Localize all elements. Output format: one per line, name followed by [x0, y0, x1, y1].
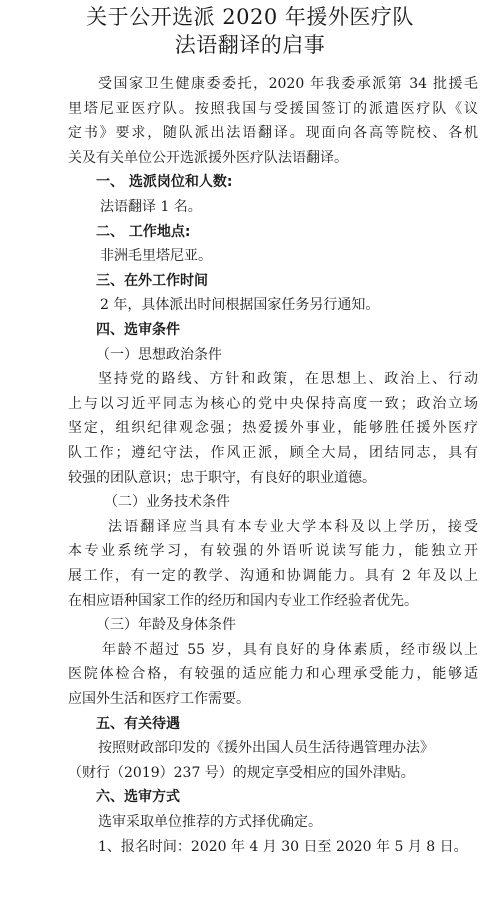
- body-line: 医院体检合格，有较强的适应能力和心理承受能力，能够适: [68, 666, 478, 683]
- body-line: 上与以习近平同志为核心的党中央保持高度一致；政治立场: [68, 395, 478, 412]
- intro-line: 定书》要求，随队派出法语翻译。现面向各高等院校、各机: [68, 125, 478, 142]
- body-line: 较强的团队意识；忠于职守，有良好的职业道德。: [68, 469, 376, 486]
- intro-line: 里塔尼亚医疗队。按照我国与受援国签订的派遣医疗队《议: [68, 100, 478, 117]
- subsection-title: （三）年龄及身体条件: [96, 617, 236, 634]
- intro-line: 受国家卫生健康委委托，2020 年我委承派第 34 批援毛: [98, 76, 478, 92]
- document-title-line2: 法语翻译的启事: [174, 33, 326, 57]
- subsection-title: （一）思想政治条件: [96, 346, 222, 363]
- body-line: 在相应语种国家工作的经历和国内专业工作经验者优先。: [68, 592, 418, 609]
- section-body-line: 非洲毛里塔尼亚。: [100, 248, 212, 265]
- section-heading: 四、选审条件: [96, 322, 180, 338]
- section-body-line: 2 年，具体派出时间根据国家任务另行通知。: [100, 297, 380, 314]
- section-body-line: 1、报名时间：2020 年 4 月 30 日至 2020 年 5 月 8 日。: [98, 838, 468, 855]
- document-title-line1: 关于公开选派 2020 年援外医疗队: [86, 5, 414, 29]
- section-heading: 三、在外工作时间: [96, 272, 208, 289]
- section-heading: 二、 工作地点:: [96, 223, 191, 240]
- body-line: 应国外生活和医疗工作需要。: [68, 691, 250, 707]
- section-heading: 一、 选派岗位和人数:: [96, 174, 233, 191]
- body-line: 法语翻译应当具有本专业大学本科及以上学历，接受: [108, 518, 478, 535]
- body-line: 本专业系统学习，有较强的外语听说读写能力，能独立开: [68, 543, 478, 560]
- section-body-line: 法语翻译 1 名。: [100, 199, 202, 215]
- section-heading: 五、有关待遇: [96, 715, 180, 732]
- intro-line: 关及有关单位公开选派援外医疗队法语翻译。: [68, 149, 348, 166]
- section-heading: 六、选审方式: [96, 789, 180, 806]
- section-body-line: （财行（2019）237 号）的规定享受相应的国外津贴。: [68, 764, 415, 781]
- subsection-title: （二）业务技术条件: [104, 494, 230, 511]
- body-line: 坚定，组织纪律观念强；热爱援外事业，能够胜任援外医疗: [68, 420, 478, 437]
- body-line: 年龄不超过 55 岁，具有良好的身体素质，经市级以上: [102, 641, 478, 658]
- section-body-line: 选审采取单位推荐的方式择优确定。: [98, 814, 322, 830]
- section-body-line: 按照财政部印发的《援外出国人员生活待遇管理办法》: [98, 740, 434, 757]
- body-line: 展工作，有一定的教学、沟通和协调能力。具有 2 年及以上: [68, 568, 478, 584]
- body-line: 队工作；遵纪守法，作风正派，顾全大局，团结同志，具有: [68, 445, 478, 461]
- body-line: 坚持党的路线、方针和政策，在思想上、政治上、行动: [98, 371, 478, 388]
